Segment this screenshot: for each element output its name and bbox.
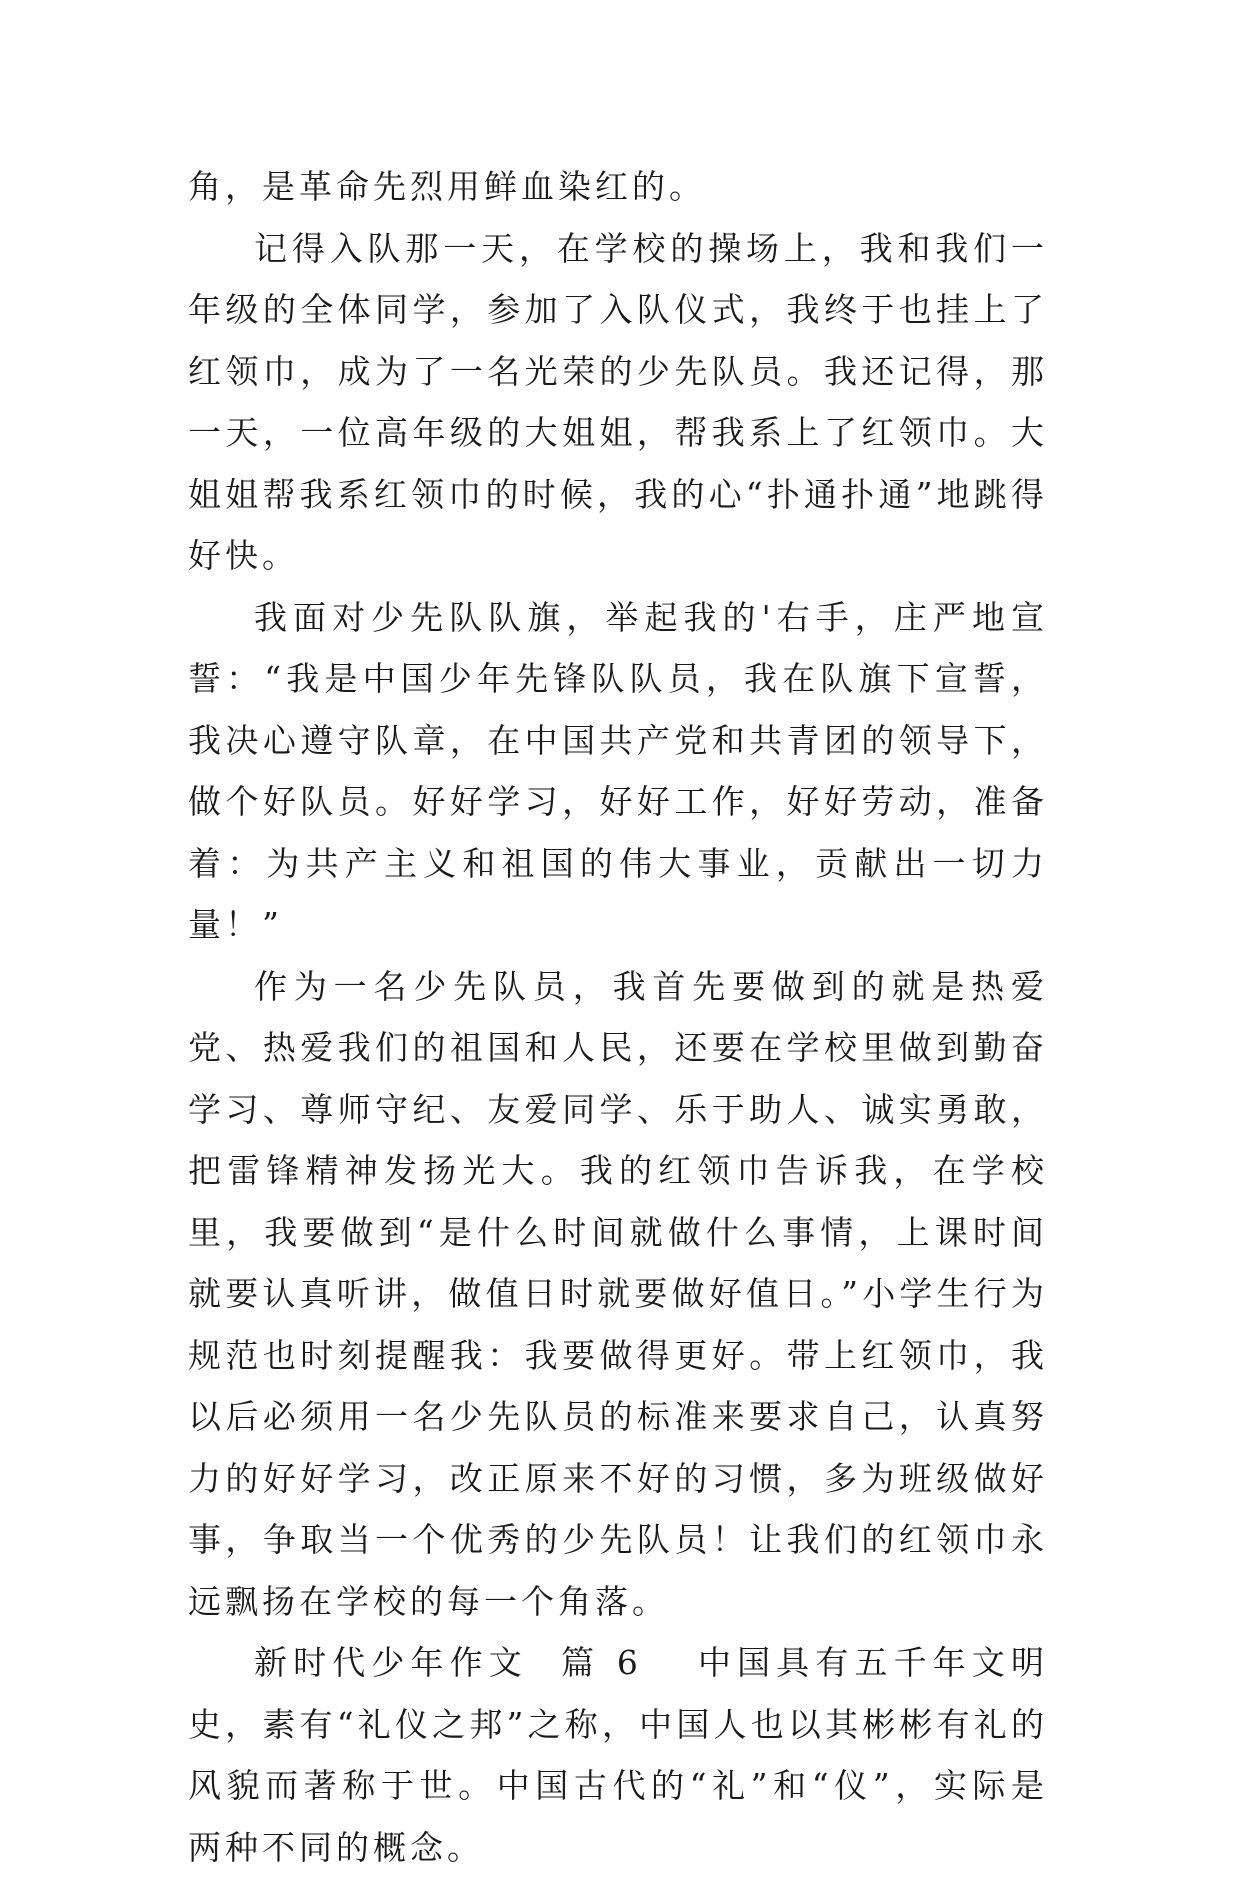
paragraph-section-6 [188,1632,1048,1878]
document-body [188,156,1048,1878]
paragraph-induction-day: 记得入队那一天，在学校的操场上，我和我们一年级的全体同学，参加了入队仪式，我终于也挂上了红领巾，成为了一名光荣的少先队员。我还记得，那一天，一位高年级的大姐姐，帮我系上了红领巾。大姐姐帮我系红领巾的时候，我的心“扑通扑通”地跳得好快。 [188,228,1048,575]
paragraph-continuation: 角，是革命先烈用鲜血染红的。 [188,167,706,206]
paragraph-oath: 我面对少先队队旗，举起我的'右手，庄严地宣誓：“我是中国少年先锋队队员，我在队旗下宣誓，我决心遵守队章，在中国共产党和共青团的领导下，做个好队员。好好学习，好好工作，好好劳动，准备着：为共产主义和祖国的伟大事业，贡献出一切力量！” [188,597,1048,944]
section-text: 中国具有五千年文明史，素有“礼仪之邦”之称，中国人也以其彬彬有礼的风貌而著称于世。中国古代的“礼”和“仪”，实际是两种不同的概念。 [188,1643,1048,1867]
paragraph-duties: 作为一名少先队员，我首先要做到的就是热爱党、热爱我们的祖国和人民，还要在学校里做到勤奋学习、尊师守纪、友爱同学、乐于助人、诚实勇敢，把雷锋精神发扬光大。我的红领巾告诉我，在学校里，我要做到“是什么时间就做什么事情，上课时间就要认真听讲，做值日时就要做好值日。”小学生行为规范也时刻提醒我：我要做得更好。带上红领巾，我以后必须用一名少先队员的标准来要求自己，认真努力的好好学习，改正原来不好的习惯，多为班级做好事，争取当一个优秀的少先队员！让我们的红领巾永远飘扬在学校的每一个角落。 [188,966,1048,1621]
section-heading: 新时代少年作文 篇 6 [254,1643,642,1682]
